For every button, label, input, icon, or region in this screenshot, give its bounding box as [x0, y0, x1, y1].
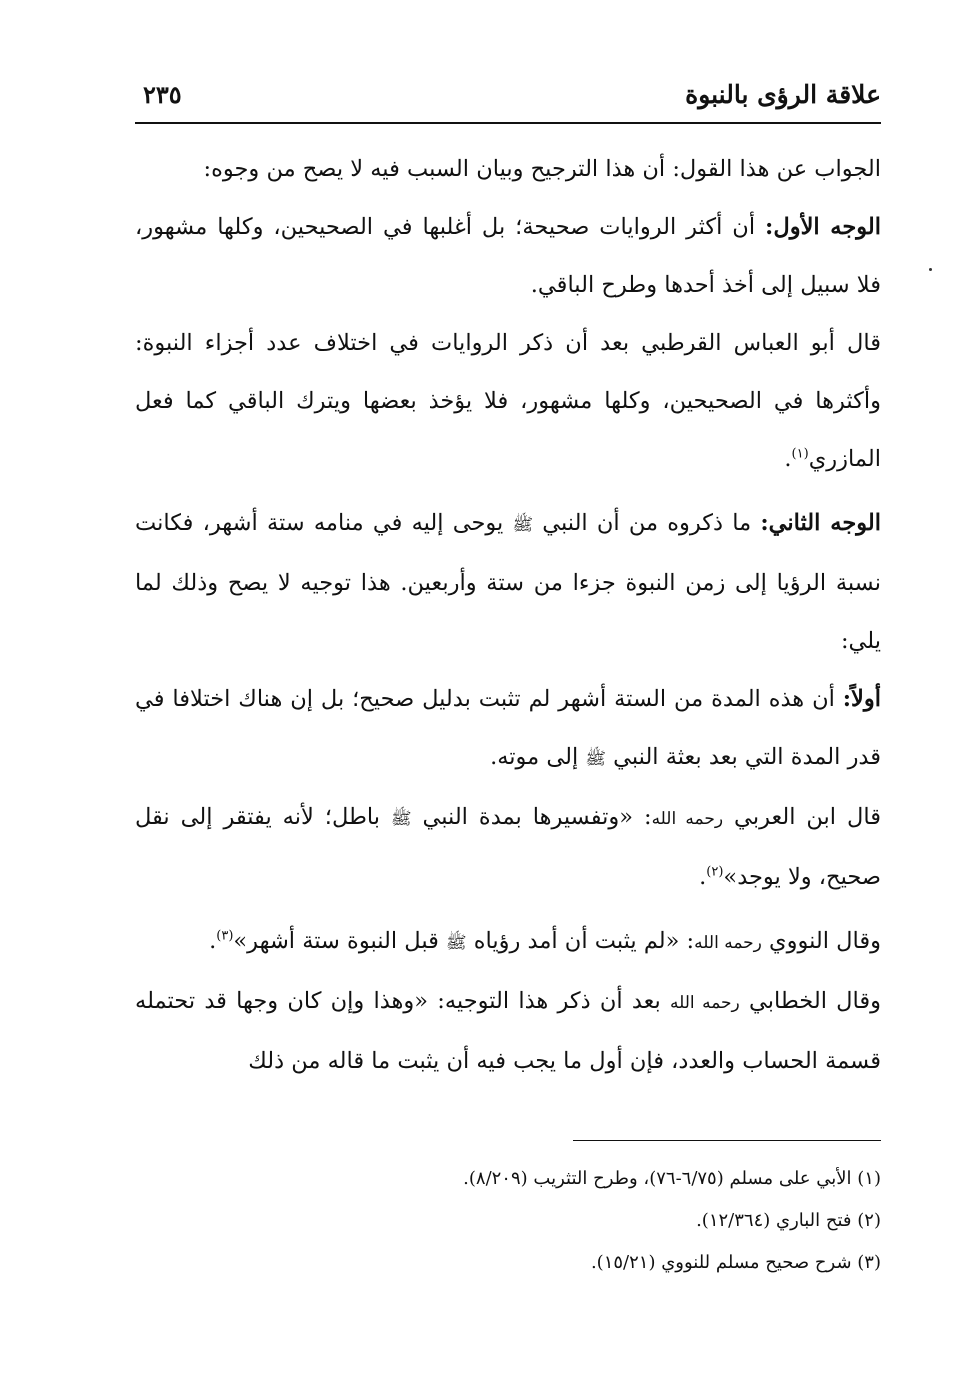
point-heading-second: الوجه الثاني:	[760, 510, 882, 536]
paragraph-8: وقال الخطابي رحمه الله بعد أن ذكر هذا التوجيه: «وهذا وإن كان وجها قد تحتمله قسمة الحساب والعدد، فإن أول ما يجب فيه أن يثبت ما قاله من ذلك	[135, 988, 881, 1074]
point-heading-first: الوجه الأول:	[765, 214, 881, 240]
header-rule	[135, 122, 881, 124]
main-text	[135, 140, 881, 1090]
honorific-glyph: رحمه الله	[651, 809, 724, 829]
footnote-2: (٢) فتح الباري (١٢/٣٦٤).	[696, 1210, 881, 1231]
honorific-glyph: رحمه الله	[694, 933, 762, 953]
paragraph-3: قال أبو العباس القرطبي بعد أن ذكر الروايات في اختلاف عدد أجزاء النبوة: وأكثرها في الصحيحين، وكلها مشهور، فلا يؤخذ بعضها ويترك الباقي كما فعل المازري$^{(١)}$.	[135, 330, 881, 472]
honorific-glyph: ﷺ	[390, 809, 412, 829]
paragraph-6: قال ابن العربي رحمه الله: «وتفسيرها بمدة النبي ﷺ باطل؛ لأنه يفتقر إلى نقل صحيح، ولا يوجد»$^{(٢)}$.	[135, 804, 881, 890]
honorific-glyph: رحمه الله	[669, 993, 740, 1013]
footnote-1: (١) الأبي على مسلم (٦/٧٥-٧٦)، وطرح التثريب (٨/٢٠٩).	[463, 1168, 881, 1189]
paragraph-1: الجواب عن هذا القول: أن هذا الترجيح وبيان السبب فيه لا يصح من وجوه:	[203, 156, 881, 182]
footnote-ref-1: (١)	[791, 446, 809, 462]
footnote-rule	[573, 1140, 881, 1141]
scan-speck	[929, 268, 932, 271]
footnote-ref-2: (٢)	[706, 864, 724, 880]
paragraph-4: الوجه الثاني: ما ذكروه من أن النبي ﷺ يوحى إليه في منامه ستة أشهر، فكانت نسبة الرؤيا إلى زمن النبوة جزءا من ستة وأربعين. هذا توجيه لا يصح وذلك لما يلي:	[135, 510, 882, 654]
honorific-glyph: ﷺ	[585, 749, 606, 769]
page-number: ٢٣٥	[143, 80, 182, 109]
honorific-glyph: ﷺ	[446, 933, 467, 953]
paragraph-5: أولاً: أن هذه المدة من الستة أشهر لم تثبت بدليل صحيح؛ بل إن هناك اختلافا في قدر المدة التي بعد بعثة النبي ﷺ إلى موته.	[135, 686, 881, 770]
point-heading-firstly: أولاً:	[842, 686, 881, 712]
running-title: علاقة الرؤى بالنبوة	[685, 80, 881, 109]
footnote-3: (٣) شرح صحيح مسلم للنووي (١٥/٢١).	[590, 1252, 881, 1273]
footnotes	[135, 1158, 881, 1284]
paragraph-7: وقال النووي رحمه الله: «لم يثبت أن أمد رؤياه ﷺ قبل النبوة ستة أشهر»$^{(٣)}$.	[209, 928, 881, 954]
page-header	[135, 74, 881, 118]
paragraph-2: الوجه الأول: أن أكثر الروايات صحيحة؛ بل أغلبها في الصحيحين، وكلها مشهور، فلا سبيل إلى أخذ أحدها وطرح الباقي.	[135, 214, 881, 298]
honorific-glyph: ﷺ	[512, 515, 534, 535]
footnote-ref-3: (٣)	[216, 928, 234, 944]
